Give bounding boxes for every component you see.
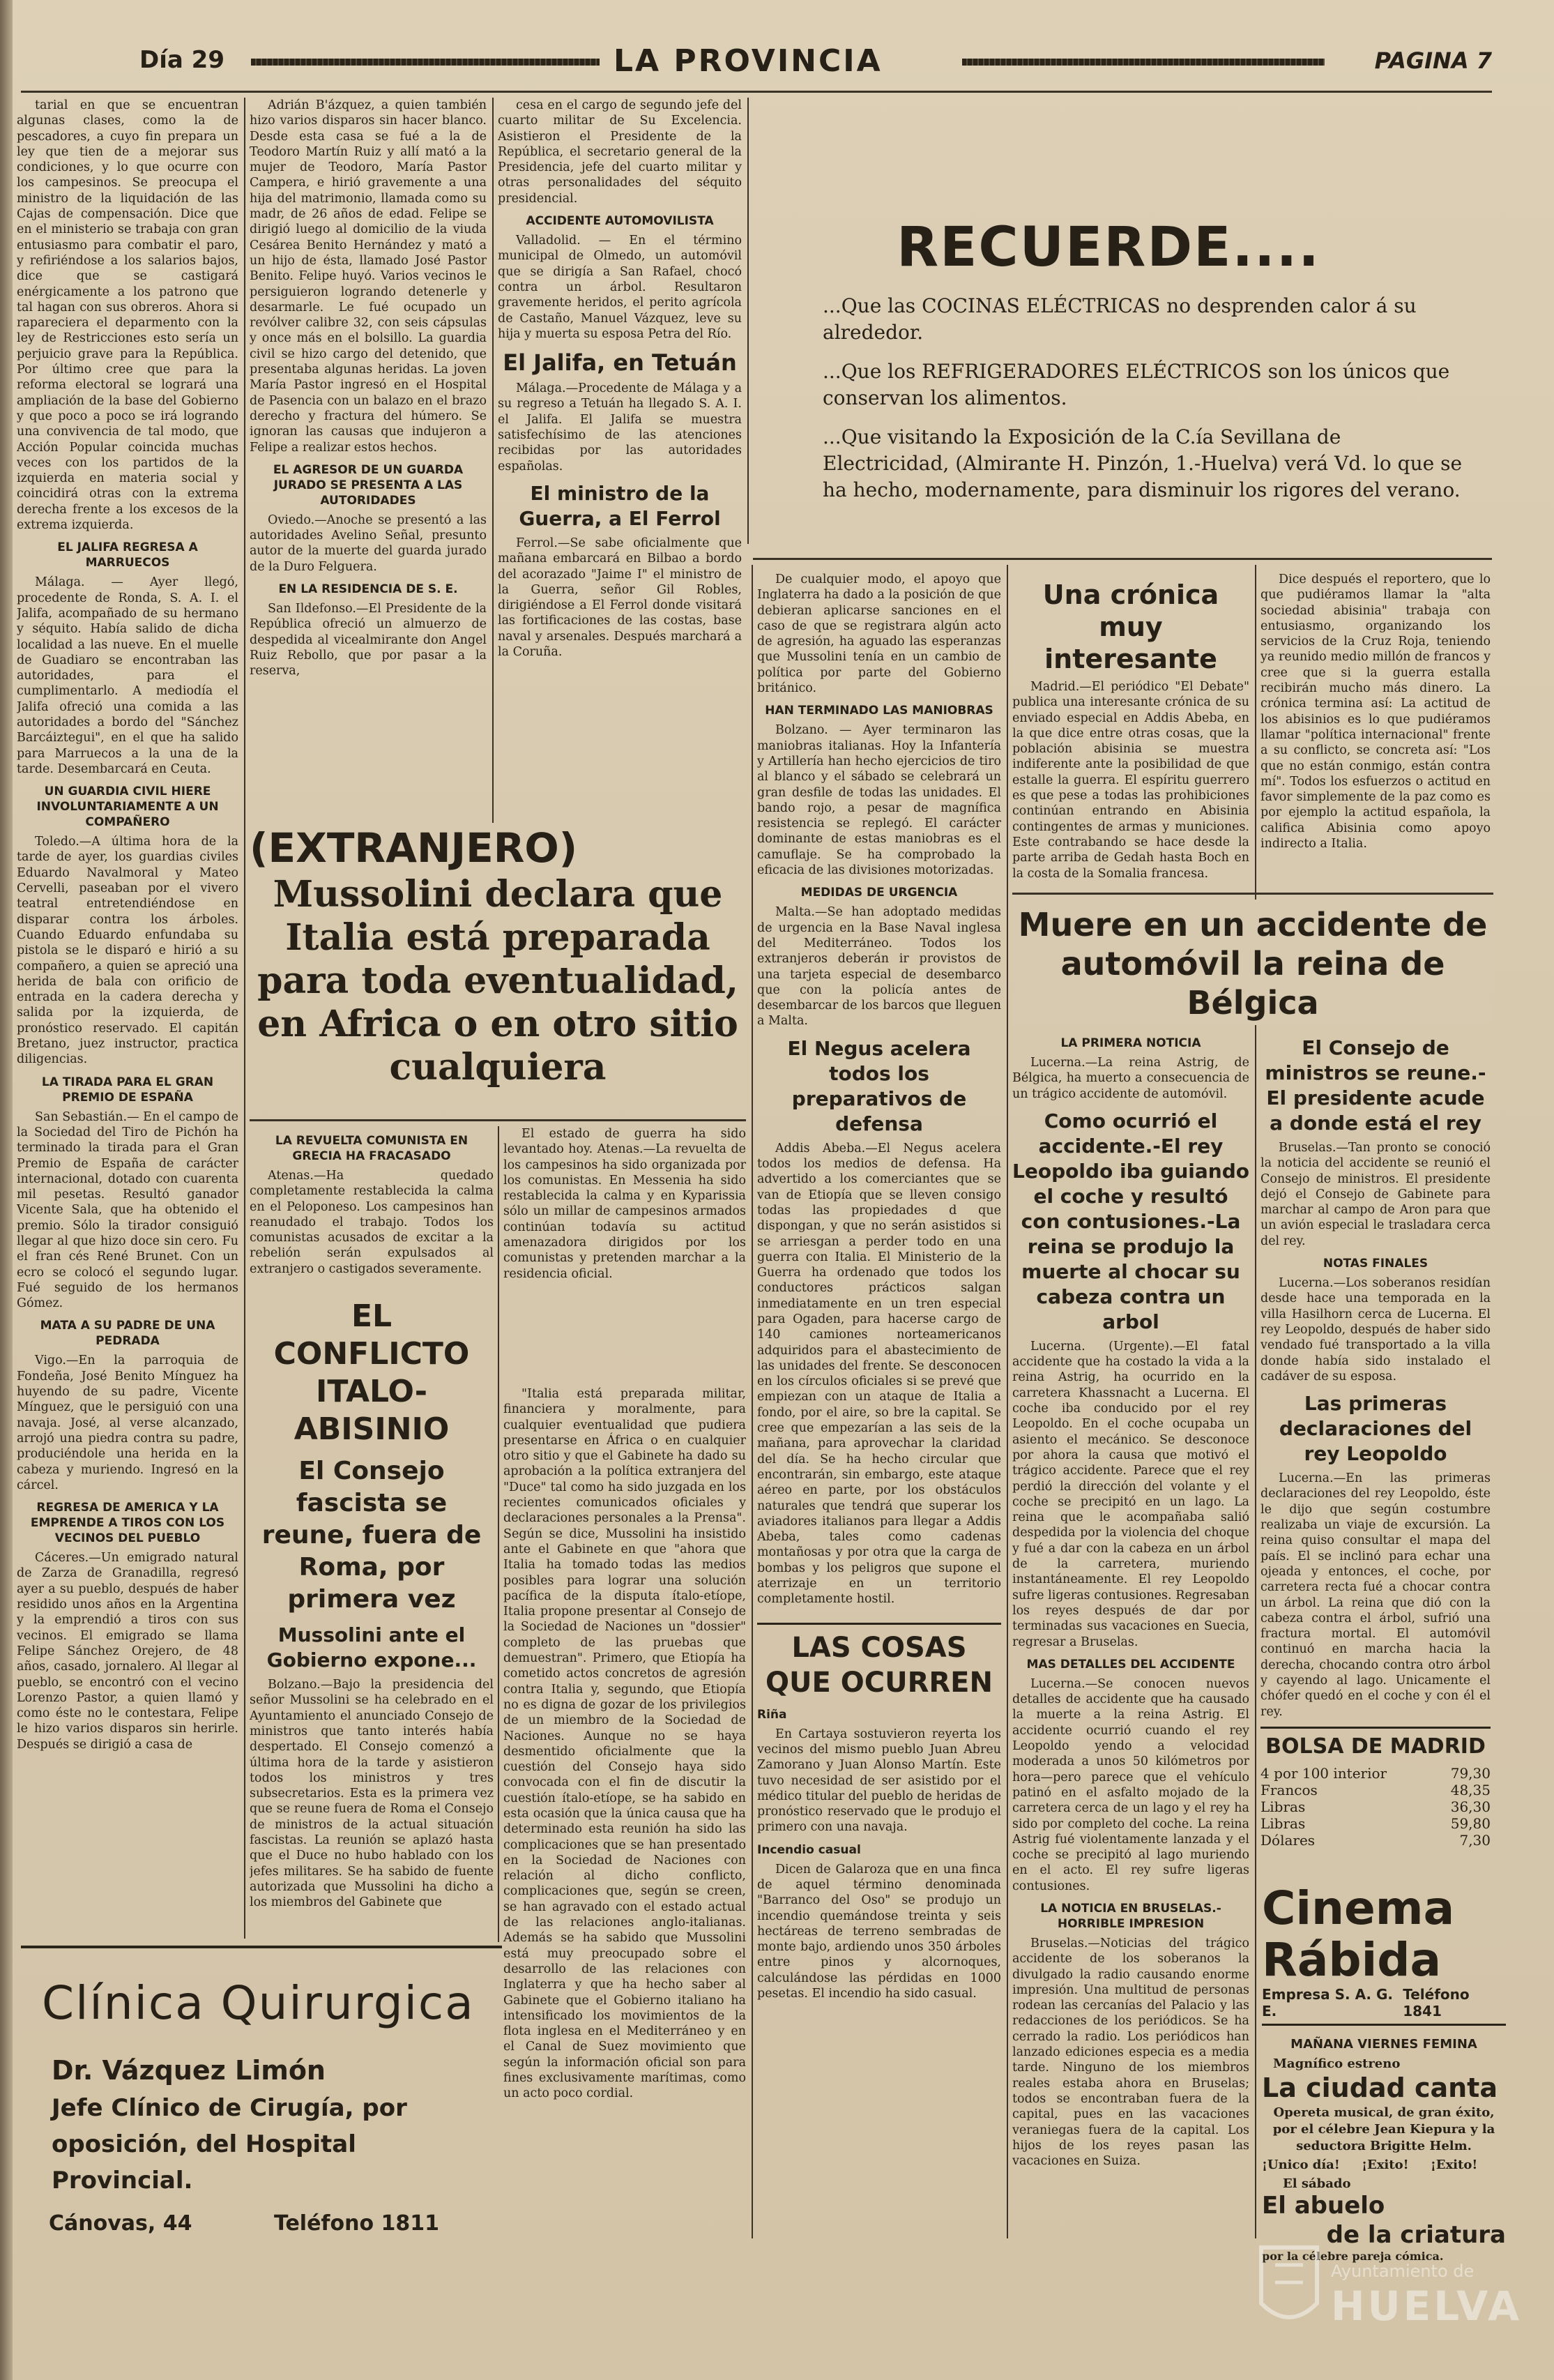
headline-mata-padre: MATA A SU PADRE DE UNA PEDRADA <box>40 1319 215 1349</box>
headline-jalifa: EL JALIFA REGRESA A MARRUECOS <box>57 540 198 570</box>
issue-day: Día 29 <box>139 46 224 74</box>
cinema-company: Empresa S. A. G. E. <box>1262 1986 1393 2019</box>
headline-consejo-fascista: El Consejo fascista se reune, fuera de Roma, por primera vez <box>261 1457 482 1614</box>
cinema-name: Cinema Rábida <box>1262 1881 1455 1987</box>
headline-accidente-automovilista: ACCIDENTE AUTOMOVILISTA <box>526 214 714 229</box>
headline-residencia: EN LA RESIDENCIA DE S. E. <box>278 582 458 597</box>
headline-negus: El Negus acelera todos los preparativos de defensa <box>787 1036 971 1135</box>
article-text: Bruselas.—Tan pronto se conoció la noticia del accidente se reunió el Consejo de ministros. El presidente dejó el Consejo de Gabinete para marchar al campo de Aron para que un avión especial le trasladara cerca del rey. <box>1260 1141 1491 1248</box>
article-text: Atenas.—Ha quedado completamente restablecida la calma en el Peloponeso. Los campesinos han reanudado el trabajo. Todos los comunistas acusados de excitar a la rebelión serán expulsados al extranjero o castigados severamente. <box>250 1169 494 1276</box>
article-text: Toledo.—A última hora de la tarde de ayer, los guardias civiles Eduardo Navalmoral y Mateo Cervelli, paseaban por el vivero teatral entretendiéndose en disparar contra los árboles. Cuando Eduardo enfundaba su pistola se le disparó e hirió a su compañero, a quien se apreció una herida de bala con orificio de entrada en la cadera derecha y salida por la izquierda, de pronóstico reservado. El capitán Bretano, juez instructor, practica diligencias. <box>17 835 238 1067</box>
bolsa-row: Francos 48,35 <box>1260 1781 1491 1798</box>
bolsa-row: Dólares 7,30 <box>1260 1831 1491 1849</box>
section-divider <box>753 558 1492 560</box>
column-divider <box>492 98 494 823</box>
article-text: Bolzano. — Ayer terminaron las maniobras italianas. Hoy la Infantería y Artillería han hecho ejercicios de tiro al blanco y el sábado se celebrará un gran desfile de todas las unidades. El bando rojo, a pesar de magnífica resistencia se replegó. El carácter dominante de estas maniobras es el camuflaje. Se ha comprobado la eficacia de las divisiones motorizadas. <box>757 723 1001 878</box>
headline-como-ocurrio: Como ocurrió el accidente.-El rey Leopoldo iba guiando el coche y resultó con contusiones.-La reina se produjo la muerte al chocar su cabeza contra un arbol <box>1012 1109 1249 1333</box>
belgica-block <box>1012 900 1493 1025</box>
section-tag: (EXTRANJERO) <box>250 824 578 872</box>
film-exito: ¡Unico día! ¡Exito! ¡Exito! <box>1262 2158 1478 2172</box>
article-text: Valladolid. — En el término municipal de Olmedo, un automóvil que se dirigía a San Rafael, chocó contra un árbol. Resultaron gravemente heridos, el perito agrícola de Castaño, Manuel Vázquez, leve su hija y muerta su esposa Petra del Río. <box>498 234 742 341</box>
article-text: Adrián B'ázquez, a quien también hizo varios disparos sin hacer blanco. Desde esta casa se fué a la de Teodoro Martín Ruiz y allí mató a la mujer de Teodoro, María Pastor Campera, e hirió gravemente a una hija del matrimonio, llamada como su madr, de 26 años de edad. Felipe se dirigió luego al domicilio de la viuda Cesárea Benito Hernández y mató a un hijo de ésta, llamado José Pastor Benito. Felipe huyó. Varios vecinos le persiguieron logrando detenerle y desarmarle. Le fué ocupado un revólver calibre 32, con seis cápsulas y once más en el bolsillo. La guardia civil se hizo cargo del detenido, que presentaba algunas heridas. La joven María Pastor ingresó en el Hospital de Pasencia con un balazo en el brazo derecho y fractura del húmero. Se ignoran las causas que indujeron a Felipe a realizar estos hechos. <box>250 98 487 455</box>
ad-line: ...Que las COCINAS ELÉCTRICAS no desprenden calor á su alrededor. <box>823 294 1417 344</box>
ad-title: RECUERDE.... <box>897 216 1320 279</box>
clinic-address: Cánovas, 44 <box>49 2211 192 2236</box>
column-divider <box>752 565 753 2238</box>
article-text: tarial en que se encuentran algunas clases, como la de pescadores, a cuyo fin prepara un ley que tien de a mejorar sus condiciones, y lo que ocurre con los campesinos. Se preocupa el ministro de la liquidación de las Cajas de compensación. Dice que en el ministerio se trabaja con gran entusiasmo para combatir el paro, y refiriéndose a los salarios bajos, dice que se castigará enérgicamente a los patrono que tal hagan con sus obreros. Ahora si rapareciera el deparmento con la ley de Restricciones esto sería un perjuicio grave para la República. Por último cree que para la reforma electoral se logrará una ampliación de la base del Gobierno y que poco a poco se irá logrando una convivencia de tal modo, que Acción Popular coincida muchas veces con los partidos de la izquierda en materia social y coincidirá otras con la extrema derecha frente a los excesos de la extrema izquierda. <box>17 98 238 533</box>
column-8-belgica <box>1260 1029 1491 1879</box>
headline-ministro-guerra: El ministro de la Guerra, a El Ferrol <box>519 481 721 530</box>
article-text: cesa en el cargo de segundo jefe del cuarto militar de Su Excelencia. Asistieron el Presidente de la República, el secretario general de la Presidencia, jefe del cuarto militar y otras personalidades del séquito presidencial. <box>498 98 742 206</box>
article-text: Ferrol.—Se sabe oficialmente que mañana embarcará en Bilbao a bordo del acorazado "Jaime I" el ministro de la Guerra, señor Gil Robles, dirigiéndose a El Ferrol donde visitará las fortificaciones de las costas, base naval y arsenales. Después marchará a la Coruña. <box>498 536 742 660</box>
column-divider <box>1007 565 1008 2238</box>
binding-shadow <box>0 0 13 2380</box>
article-text: "Italia está preparada militar, financiera y moralmente, para cualquier eventualidad que pudiera presentarse en África o en cualquier otro sitio y que el Gabinete ha dado su aprobación a la política extranjera del "Duce" tal como ha sido juzgada en los recientes comunicados oficiales y declaraciones personales a la Prensa". Según se dice, Mussolini ha insistido ante el Gabinete en que "ahora que Italia ha tomado todas las medios posibles para lograr una solución pacífica de la disputa ítalo-etíope, Italia propone presentar al Consejo de la Sociedad de Naciones un "dossier" completo de las pruebas que demuestran". Primero, que Etiopía ha cometido actos concretos de agresión contra Italia y, segundo, que Etiopía no es digna de gozar de los privilegios de un miembro de la Sociedad de Naciones. Aunque no se haya desmentido oficialmente que la cuestión del Consejo haya sido convocada con el fin de discutir la cuestión ítalo-etíope, se ha sabido en esta ocasión que la única causa que ha determinado esta reunión ha sido las complicaciones que se han presentado en la Sociedad de Naciones con relación al dicho conflicto, complicaciones que, según se creen, se han agravado con el estado actual de las relaciones anglo-italianas. Además se ha sabido que Mussolini está muy preocupado sobre el desarrollo de las relaciones con Inglaterra y que ha hecho saber al Gabinete que el Gobierno italiano ha intensificado los movimientos de la flota inglesa en el Mediterráneo y en el Canal de Suez movimiento que según la información oficial son para fines exclusivamente marítimas, como un acto poco cordial. <box>503 1386 746 2101</box>
header-divider <box>21 91 1492 93</box>
article-text: Lucerna.—Se conocen nuevos detalles de accidente que ha causado la muerte a la reina Astrig. El accidente ocurrió cuando el rey Leopoldo yendo a velocidad moderada a unos 50 kilómetros por hora—pero parece que el vehículo patinó en el asfalto mojado de la carretera cerca de un lago y el rey ha sido por completo del coche. La reina Astrig fué violentamente lanzada y el coche se precipitó al lago muriendo en el acto. El rey sufre ligeras contusiones. <box>1012 1676 1249 1893</box>
archive-watermark <box>1247 2227 1523 2352</box>
article-text: Málaga. — Ayer llegó, procedente de Ronda, S. A. I. el Jalifa, acompañado de su hermano y séquito. Había salido de dicha localidad a las nueve. En el muelle de Guadiaro se encontraban las autoridades, para el cumplimentarlo. A mediodía el Jalifa ofreció una comida a las autoridades a bordo del "Sánchez Barcáiztegui", en el que ha salido para Marruecos a la una de la tarde. Desembarcará en Ceuta. <box>17 575 238 776</box>
article-text: Bolzano.—Bajo la presidencia del señor Mussolini se ha celebrado en el Ayuntamiento el anunciado Consejo de ministros que tanto interés había despertado. El Consejo comenzó a última hora de la tarde y asistieron todos los ministros y tres subsecretarios. Esta es la primera vez que se reune fuera de Roma el Consejo de ministros de la actual situación fascistas. La reunión se aplazó hasta que el Duce no hubo hablado con los jefes militares. Se ha sabido de fuente autorizada que Mussolini ha dicho a los miembros del Gabinete que <box>250 1678 494 1910</box>
page-number: PAGINA 7 <box>1374 47 1492 74</box>
clinic-doctor: Dr. Vázquez Limón <box>52 2055 326 2086</box>
article-text: Lucerna.—La reina Astrig, de Bélgica, ha muerto a consecuencia de un trágico accidente de automóvil. <box>1012 1056 1249 1101</box>
column-3 <box>498 98 742 823</box>
article-text: Málaga.—Procedente de Málaga y a su regreso a Tetuán ha llegado S. A. I. el Jalifa. El Jalifa se muestra satisfechísimo de las atenciones recibidas por las autoridades españolas. <box>498 381 742 473</box>
headline-consejo-ministros: El Consejo de ministros se reune.-El presidente acude a donde está el rey <box>1265 1036 1486 1135</box>
headline-tirada: LA TIRADA PARA EL GRAN PREMIO DE ESPAÑA <box>41 1075 214 1105</box>
cinema-phone: Teléfono 1841 <box>1403 1986 1470 2019</box>
clinic-phone: Teléfono 1811 <box>273 2211 439 2236</box>
main-headline: Mussolini declara que Italia está preparada para toda eventualidad, en Africa o en otro sitio cualquiera <box>257 873 738 1089</box>
masthead: LA PROVINCIA <box>614 43 883 79</box>
headline-cronica: Una crónica muy interesante <box>1042 579 1219 674</box>
column-7-belgica <box>1012 1029 1249 2238</box>
ad-line: ...Que los REFRIGERADORES ELÉCTRICOS son los únicos que conservan los alimentos. <box>823 360 1450 409</box>
section-divider <box>250 1119 746 1121</box>
article-text: Lucerna. (Urgente).—El fatal accidente que ha costado la vida a la reina Astrig, ha ocurrido en la carretera Khassnacht a Lucerna. El coche iba conducido por el rey Leopoldo. En el coche ocupaba un asiento el mecánico. Se desconoce por ahora la causa que motivó el trágico accidente. Parece que el rey perdió la dirección del volante y el coche se precipitó en un lago. La reina que le acompañaba salió despedida por la violencia del choque y fué a dar con la cabeza en un árbol de la carretera, muriendo instantáneamente. El rey Leopoldo sufre ligeras contusiones. Regresaban los reyes después de dar por terminadas sus vacaciones en Suecia, regresar a Bruselas. <box>1012 1339 1249 1649</box>
headline-mas-detalles: MAS DETALLES DEL ACCIDENTE <box>1026 1657 1235 1672</box>
ad-recuerde <box>753 216 1464 544</box>
headline-bolsa: BOLSA DE MADRID <box>1260 1727 1491 1761</box>
bolsa-row: Libras 36,30 <box>1260 1798 1491 1815</box>
column-5 <box>503 1126 746 2235</box>
headline-agresor: EL AGRESOR DE UN GUARDA JURADO SE PRESENTA A LAS AUTORIDADES <box>273 462 464 508</box>
watermark-line2: HUELVA <box>1331 2282 1523 2330</box>
film-description: Opereta musical, de gran éxito, por el célebre Jean Kiepura y la seductora Brigitte Helm. <box>1272 2105 1495 2153</box>
column-8 <box>1260 572 1491 886</box>
headline-regresa-america: REGRESA DE AMERICA Y LA EMPRENDE A TIROS CON LOS VECINOS DEL PUEBLO <box>30 1501 225 1546</box>
article-text: Vigo.—En la parroquia de Fondeña, José Benito Mínguez ha huyendo de su padre, Vicente Mínguez, que le persiguió con una navaja. José, al verse alcanzado, arrojó una piedra contra su padre, produciéndole una herida en la cabeza y muriendo. Ingresó en la cárcel. <box>17 1354 238 1492</box>
film2-title-b: de la criatura <box>1326 2221 1506 2249</box>
article-text: Lucerna.—Los soberanos residían desde hace una temporada en la villa Hasilhorn cerca de Lucerna. El rey Leopoldo, después de haber sido vendado fué transportado a la villa donde había sido instalado el cadáver de su esposa. <box>1260 1276 1491 1384</box>
column-divider <box>747 98 749 544</box>
clinic-contact <box>49 2211 439 2236</box>
headline-medidas-urgencia: MEDIDAS DE URGENCIA <box>800 886 958 900</box>
article-text: Bruselas.—Noticias del trágico accidente de los soberanos la divulgado la radio causando enorme impresión. Una multitud de personas rodean las cercanías del Palacio y las redacciones de los periódicos. Se ha cerrado la radio. Los periódicos han lanzado ediciones especia es a media tarde. Ninguno de los miembros reales estaba ahora en Bruselas; todos se encontraban fuera de la capital, pues en las vacaciones veraniegas fuera de la capital. Los hijos de los reyes pasan las vacaciones en Suiza. <box>1012 1936 1249 2169</box>
headline-guardia-civil: UN GUARDIA CIVIL HIERE INVOLUNTARIAMENTE A UN COMPAÑERO <box>36 785 219 830</box>
film2-description: por la célebre pareja cómica. <box>1262 2250 1444 2263</box>
ad-clinica-quirurgica <box>21 1946 502 2241</box>
cinema-estreno: Magnífico estreno <box>1273 2056 1401 2071</box>
headline-notas-finales: NOTAS FINALES <box>1323 1257 1429 1271</box>
headline-maniobras: HAN TERMINADO LAS MANIOBRAS <box>765 704 993 718</box>
film-title: La ciudad canta <box>1262 2072 1498 2103</box>
column-6 <box>757 572 1001 2238</box>
article-text: Oviedo.—Anoche se presentó a las autoridades Avelino Señal, presunto autor de la muerte del guarda jurado de la Duro Felguera. <box>250 513 487 574</box>
header-rule-left <box>251 59 600 66</box>
article-text: Malta.—Se han adoptado medidas de urgencia en la Base Naval inglesa del Mediterráneo. Todos los extranjeros deberán ir provistos de una tarjeta especial de desembarco que con la policía antes de desembarcar de los barcos que lleguen a Malta. <box>757 905 1001 1029</box>
bolsa-table <box>1260 1765 1491 1849</box>
headline-reina-belgica: Muere en un accidente de automóvil la reina de Bélgica <box>1018 906 1488 1022</box>
section-divider <box>1012 893 1493 895</box>
headline-rina: Riña <box>757 1707 787 1722</box>
column-2 <box>250 98 487 823</box>
extranjero-block <box>250 823 746 1116</box>
article-text: Addis Abeba.—El Negus acelera todos los medios de defensa. Ha advertido a los comerciantes que se van de Etiopía que se lleven consigo todas las propiedades d que dispongan, y que no serán asistidos si se arriesgan a perder todo en una guerra con Italia. El Ministerio de la Guerra ha ordenado que todos los conductores prácticos salgan inmediatamente en un tren especial para Ogaden, para hacerse cargo de 140 camiones norteamericanos adquiridos para el abastecimiento de las unidades del frente. Se desconocen en los círculos oficiales si se prevé que empiezan con un ataque de Italia a fondo, por el aire, so bre la capital. Se cree que empezarían a las seis de la mañana, para aprovechar la claridad del día. Se ha hecho circular que encontrarán, sin embargo, este ataque aéreo en parte, por los obstáculos naturales que tendrá que superar los aviadores italianos para llegar a Addis Abeba, tales como cadenas montañosas y por otra que la carga de bombas y los peligros que supone el aterrizaje en un territorio completamente hostil. <box>757 1141 1001 1607</box>
headline-cosas-ocurren: LAS COSAS QUE OCURREN <box>757 1623 1001 1700</box>
article-text: Dice después el reportero, que lo que pudiéramos llamar la "alta sociedad abisinia" trabaja con entusiasmo, organizando los servicios de la Cruz Roja, teniendo ya reunido medio millón de francos y cree que si la guerra estalla recibirán mucho más dinero. La crónica termina así: La actitud de los abisinios es lo que pudiéramos llamar "política internacional" frente a su conflicto, se concreta así: "Los que no están conmigo, están contra mí". Todos los esfuerzos o actitud en favor simplemente de la paz como es por ejemplo la actitud española, la califica Abisinia como apoyo indirecto a Italia. <box>1260 573 1491 851</box>
headline-mussolini-gobierno: Mussolini ante el Gobierno expone... <box>266 1623 477 1672</box>
clinic-name: Clínica Quirurgica <box>42 1976 475 2030</box>
cinema-schedule: MAÑANA VIERNES FEMINA <box>1290 2037 1477 2052</box>
headline-jalifa-tetuan: El Jalifa, en Tetuán <box>503 349 737 377</box>
headline-noticia-bruselas: LA NOTICIA EN BRUSELAS.-HORRIBLE IMPRESION <box>1040 1901 1221 1931</box>
article-text: Madrid.—El periódico "El Debate" publica una interesante crónica de su enviado especial en Addis Abeba, en la que dice entre otras cosas, que la población abisinia se muestra indiferente ante la posibilidad de que estalle la guerra. El espíritu guerrero es que pese a todas las prohibiciones continúan entrando en Abisinia contingentes de armas y municiones. Este contrabando se hace desde la parte arriba de Gedah hasta Boch en la costa de la Somalia francesa. <box>1012 680 1249 881</box>
film2-title-a: El abuelo <box>1262 2192 1385 2220</box>
article-text: San Ildefonso.—El Presidente de la República ofreció un almuerzo de despedida al vicealmirante don Angel Ruiz Rebollo, que por pasar a la reserva, <box>250 602 487 679</box>
clinic-role: Jefe Clínico de Cirugía, por oposición, del Hospital Provincial. <box>52 2094 407 2195</box>
headline-incendio: Incendio casual <box>757 1842 861 1857</box>
column-4 <box>250 1126 494 1942</box>
header-rule-right <box>962 59 1325 66</box>
film-sabado: El sábado <box>1283 2176 1351 2191</box>
page-header <box>125 43 1492 88</box>
headline-revuelta-grecia: LA REVUELTA COMUNISTA EN GRECIA HA FRACASADO <box>275 1134 469 1163</box>
article-text: En Cartaya sostuvieron reyerta los vecinos del mismo pueblo Juan Abreu Zamorano y Juan Alonso Martín. Este tuvo necesidad de ser asistido por el médico titular del pueblo de heridas de pronóstico reservado que le produjo el primero con una navaja. <box>757 1727 1001 1835</box>
watermark-line1: Ayuntamiento de <box>1331 2261 1475 2281</box>
article-text: San Sebastián.— En el campo de la Sociedad del Tiro de Pichón ha terminado la tirada para el Gran Premio de España de carácter internacional, dotado con cuarenta mil pesetas. Resultó ganador Vicente Sala, que ha obtenido el premio. Sólo la tirador consiguió llegar al que hizo doce sin cero. Fu el fran cés René Brunet. Con un ecro se colocó el segundo lugar. Fué seguido de los hermanos Gómez. <box>17 1109 238 1311</box>
column-divider <box>1255 565 1256 2238</box>
ad-cinema-rabida <box>1262 1883 1506 2263</box>
cinema-info <box>1262 1986 1506 2026</box>
headline-primera-noticia: LA PRIMERA NOTICIA <box>1060 1036 1201 1050</box>
headline-conflicto: EL CONFLICTO ITALO-ABISINIO <box>273 1298 470 1448</box>
article-text: Cáceres.—Un emigrado natural de Zarza de Granadilla, regresó ayer a su pueblo, después de haber residido unos años en la Argentina y la emprendió a tiros con sus vecinos. El emigrado se llama Felipe Sánchez Orejero, de 48 años, casado, jornalero. Al llegar al pueblo, se encontró con el vecino Lorenzo Pastor, a quien llamó y como éste no le contestara, Felipe le hizo varios disparos sin herirle. Después se dirigió a casa de <box>17 1551 238 1752</box>
headline-primeras-declaraciones: Las primeras declaraciones del rey Leopoldo <box>1279 1392 1472 1466</box>
article-text: El estado de guerra ha sido levantado hoy. Atenas.—La revuelta de los campesinos ha sido organizada por los comunistas. En Messenia ha sido restablecida la calma y en Kyparissia sólo un millar de campesinos armados continúan todavía su actitud amenazadora dirigidos por los comunistas y pretenden marchar a la residencia oficial. <box>503 1127 746 1281</box>
ad-line: ...Que visitando la Exposición de la C.ía Sevillana de Electricidad, (Almirante H. Pinzón, 1.-Huelva) verá Vd. lo que se ha hecho, modernamente, para disminuir los rigores del verano. <box>823 425 1463 501</box>
article-text: Dicen de Galaroza que en una finca de aquel término denominada "Barranco del Oso" se produjo un incendio quemándose treinta y seis hectáreas de terreno sembradas de monte bajo, ardiendo unos 350 árboles entre pinos y alcornoques, calculándose las pérdidas en 1000 pesetas. El incendio ha sido casual. <box>757 1862 1001 2001</box>
column-divider <box>498 1126 499 1942</box>
column-7 <box>1012 572 1249 886</box>
bolsa-row: Libras 59,80 <box>1260 1814 1491 1832</box>
bolsa-row: 4 por 100 interior 79,30 <box>1260 1764 1491 1782</box>
column-1 <box>17 98 238 1939</box>
article-text: Lucerna.—En las primeras declaraciones del rey Leopoldo, éste le dijo que según costumbre realizaba un viaje de excursión. La reina quiso consultar el mapa del país. El se inclinó para echar una ojeada y entonces, el coche, por carretera recta fué a chocar contra un árbol. La reina que dió con la cabeza contra el árbol, sufrió una fractura mortal. El automóvil continuó en marcha hacia la derecha, chocando contra otro árbol y cayendo al lago. Unicamente el chófer quedó en el coche y con él el rey. <box>1260 1471 1491 1719</box>
article-text: De cualquier modo, el apoyo que Inglaterra ha dado a la posición de que debieran aplicarse sanciones en el caso de que se registrara algún acto de agresión, ha aguado las esperanzas que Mussolini tenía en un cambio de política por parte del Gobierno británico. <box>757 573 1001 696</box>
column-divider <box>244 98 245 1939</box>
